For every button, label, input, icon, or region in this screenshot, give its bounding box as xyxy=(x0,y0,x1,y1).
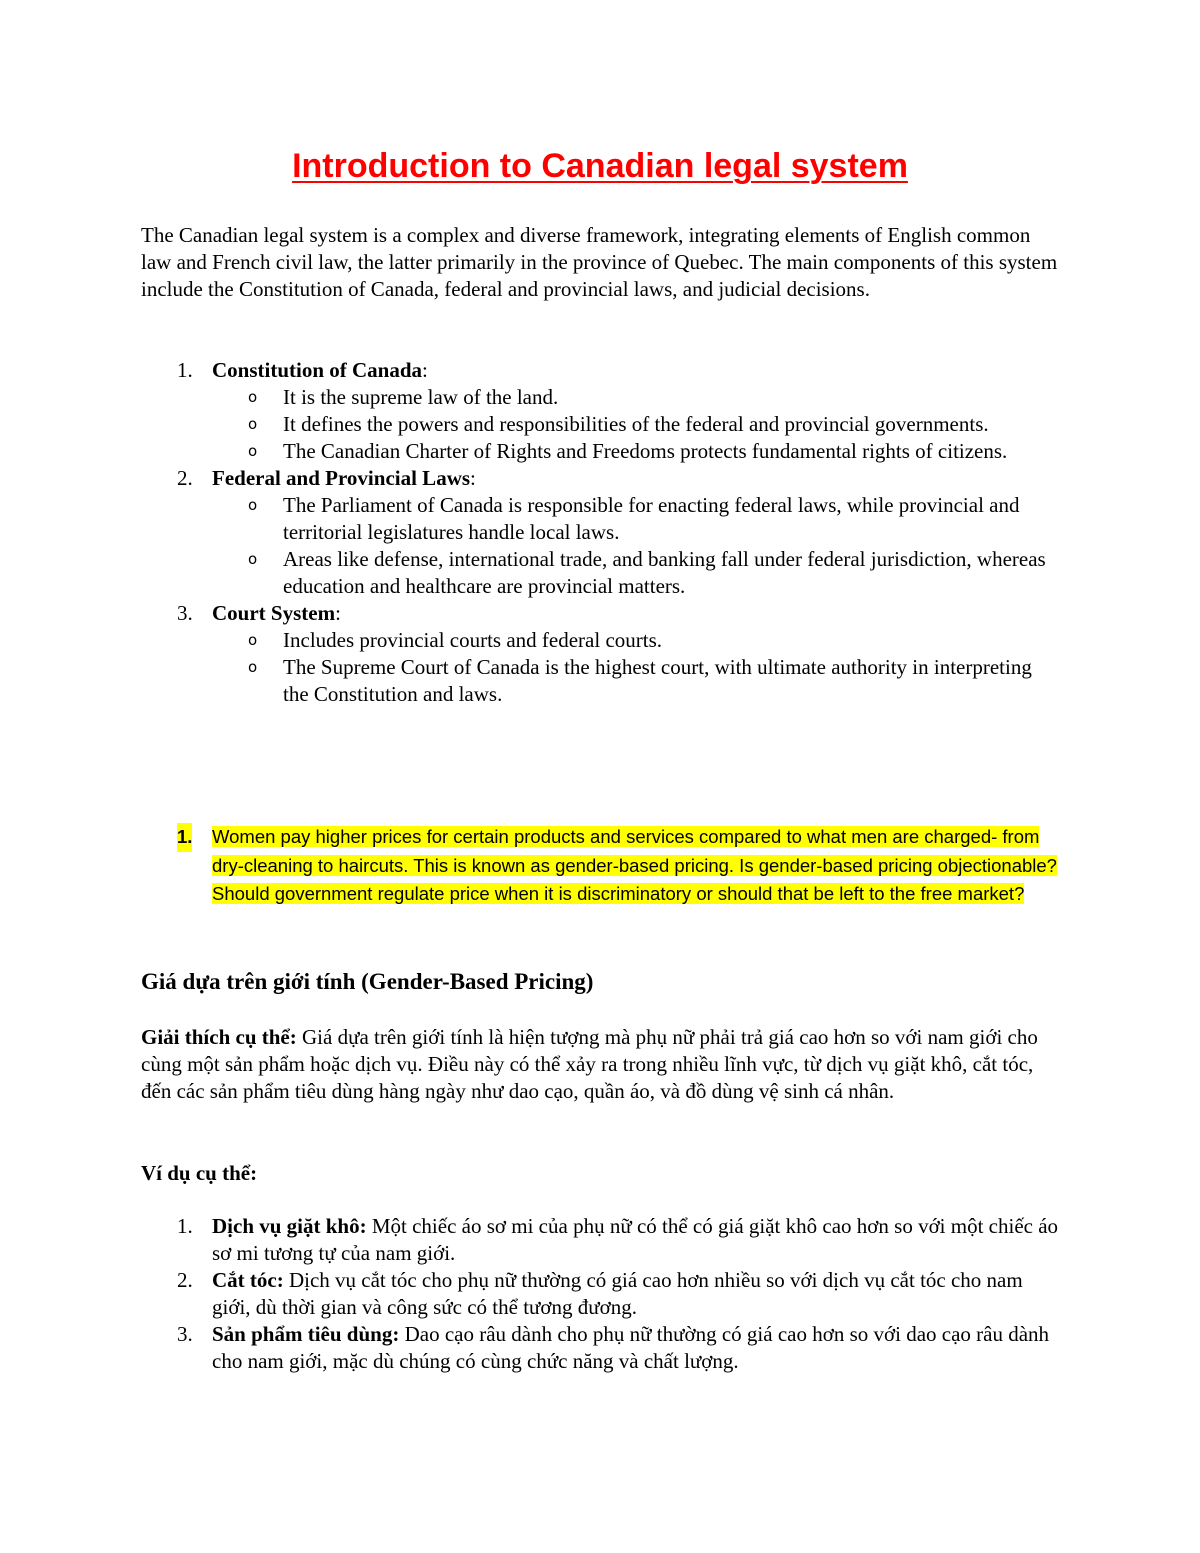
example-text: Dịch vụ cắt tóc cho phụ nữ thường có giá cao hơn nhiều so với dịch vụ cắt tóc cho nam giới, dù thời gian và công sức có thể tương đương. xyxy=(212,1268,1023,1319)
section-heading: Federal and Provincial Laws xyxy=(212,466,471,490)
question-text: Women pay higher prices for certain products and services compared to what men are charged- from dry-cleaning to haircuts. This is known as gender-based pricing. Is gender-based pricing objectionable? Should government regulate price when it is discriminatory or should that be left to the free market? xyxy=(212,826,1057,904)
explanation-paragraph xyxy=(141,1024,1061,1105)
list-item xyxy=(212,492,1061,546)
list-item-federal-provincial-laws xyxy=(141,465,1061,600)
intro-paragraph: The Canadian legal system is a complex and diverse framework, integrating elements of English common law and French civil law, the latter primarily in the province of Quebec. The main components of this system include the Constitution of Canada, federal and provincial laws, and judicial decisions. xyxy=(141,223,1058,301)
section-heading: Court System xyxy=(212,601,336,625)
list-item xyxy=(141,1213,1061,1267)
list-item-court-system xyxy=(141,600,1061,708)
heading-colon: : xyxy=(422,358,428,382)
list-item-constitution xyxy=(141,357,1061,465)
examples-list xyxy=(141,1213,1061,1375)
circle-bullet-icon: o xyxy=(248,496,258,514)
list-number: 2. xyxy=(177,1268,193,1292)
bullet-text: Areas like defense, international trade, and banking fall under federal jurisdiction, whereas education and healthcare are provincial matters. xyxy=(283,547,1046,598)
circle-bullet-icon: o xyxy=(248,658,258,676)
sub-bullet-list xyxy=(212,627,1061,708)
list-item xyxy=(212,384,1061,411)
list-item xyxy=(212,546,1061,600)
section-heading: Constitution of Canada xyxy=(212,358,423,382)
list-item xyxy=(212,438,1061,465)
bullet-text: It defines the powers and responsibilities of the federal and provincial governments. xyxy=(283,412,989,436)
bullet-text: Includes provincial courts and federal courts. xyxy=(283,628,663,652)
circle-bullet-icon: o xyxy=(248,415,258,433)
bullet-text: The Canadian Charter of Rights and Freedoms protects fundamental rights of citizens. xyxy=(283,439,1008,463)
example-label: Dịch vụ giặt khô: xyxy=(212,1214,367,1238)
bullet-text: The Parliament of Canada is responsible for enacting federal laws, while provincial and territorial legislatures handle local laws. xyxy=(283,493,1020,544)
example-text: Một chiếc áo sơ mi của phụ nữ có thể có giá giặt khô cao hơn so với một chiếc áo sơ mi tương tự của nam giới. xyxy=(212,1214,1059,1265)
examples-heading: Ví dụ cụ thể: xyxy=(141,1161,258,1185)
sub-bullet-list xyxy=(212,384,1061,465)
document-title: Introduction to Canadian legal system xyxy=(292,147,908,185)
circle-bullet-icon: o xyxy=(248,442,258,460)
explanation-label: Giải thích cụ thể: xyxy=(141,1025,297,1049)
circle-bullet-icon: o xyxy=(248,550,258,568)
answer-heading: Giá dựa trên giới tính (Gender-Based Pricing) xyxy=(141,969,594,994)
example-label: Sản phẩm tiêu dùng: xyxy=(212,1322,400,1346)
list-item xyxy=(141,1321,1061,1375)
list-number: 2. xyxy=(177,466,193,490)
explanation-text: Giá dựa trên giới tính là hiện tượng mà phụ nữ phải trả giá cao hơn so với nam giới cho cùng một sản phẩm hoặc dịch vụ. Điều này có thể xảy ra trong nhiều lĩnh vực, từ dịch vụ giặt khô, cắt tóc, đến các sản phẩm tiêu dùng hàng ngày như dao cạo, quần áo, và đồ dùng vệ sinh cá nhân. xyxy=(141,1025,1038,1103)
circle-bullet-icon: o xyxy=(248,631,258,649)
bullet-text: It is the supreme law of the land. xyxy=(283,385,559,409)
question-number: 1. xyxy=(177,823,192,852)
bullet-text: The Supreme Court of Canada is the highest court, with ultimate authority in interpreting the Constitution and laws. xyxy=(283,655,1032,706)
list-number: 3. xyxy=(177,1322,193,1346)
list-item xyxy=(212,654,1061,708)
question-list xyxy=(141,823,1061,909)
list-item xyxy=(212,627,1061,654)
list-number: 1. xyxy=(177,358,193,382)
heading-colon: : xyxy=(335,601,341,625)
list-number: 1. xyxy=(177,1214,193,1238)
list-item xyxy=(141,1267,1061,1321)
heading-colon: : xyxy=(470,466,476,490)
example-label: Cắt tóc: xyxy=(212,1268,284,1292)
list-item xyxy=(212,411,1061,438)
example-text: Dao cạo râu dành cho phụ nữ thường có giá cao hơn so với dao cạo râu dành cho nam giới, mặc dù chúng có cùng chức năng và chất lượng. xyxy=(212,1322,1050,1373)
circle-bullet-icon: o xyxy=(248,388,258,406)
question-item xyxy=(141,823,1061,909)
legal-system-components-list xyxy=(141,357,1061,708)
list-number: 3. xyxy=(177,601,193,625)
sub-bullet-list xyxy=(212,492,1061,600)
